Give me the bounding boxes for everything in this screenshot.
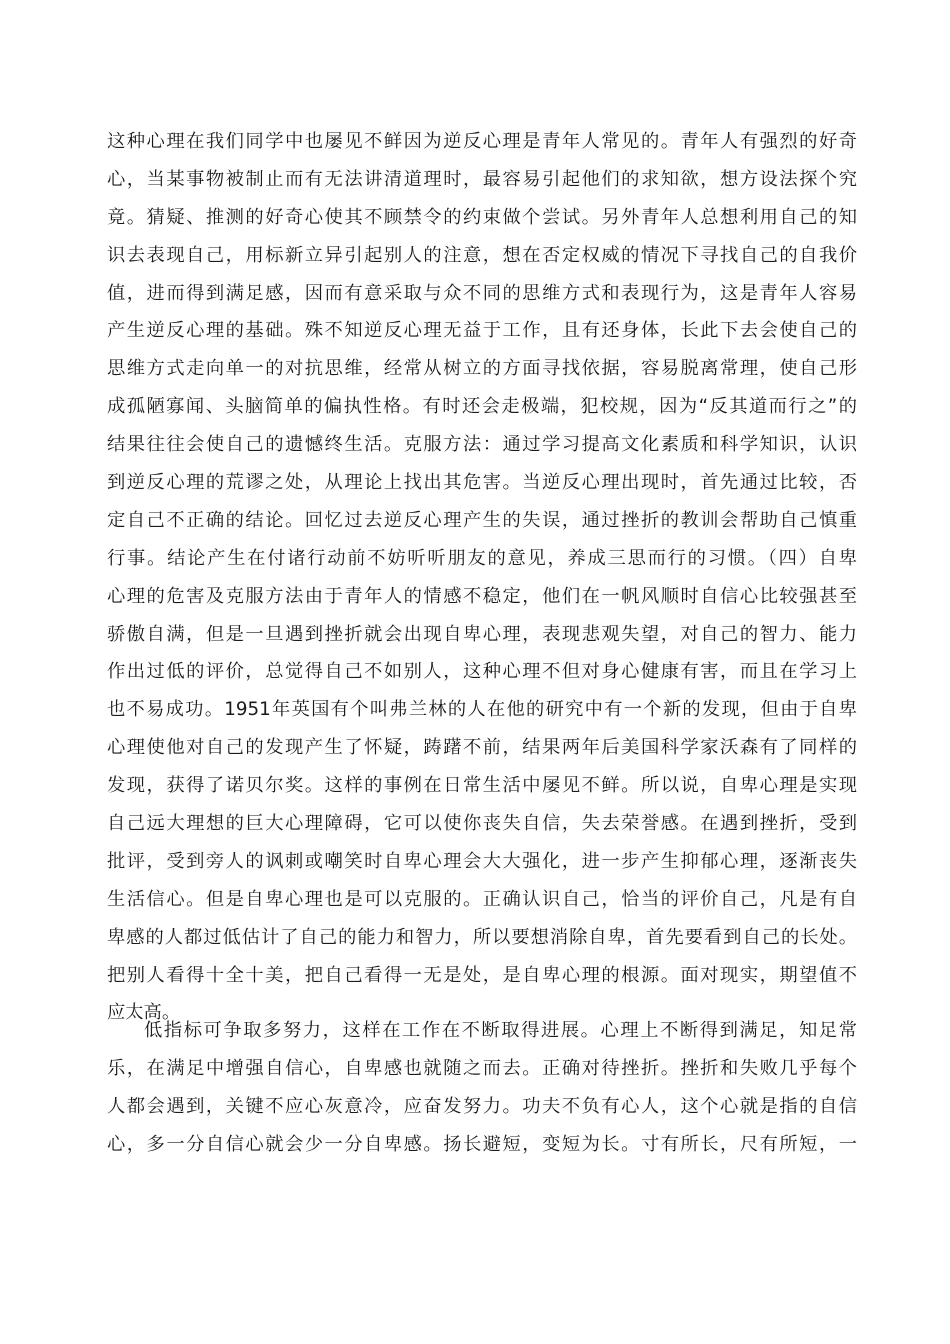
- paragraph-1-line: 竟。猜疑、推测的好奇心使其不顾禁令的约束做个尝试。另外青年人总想利用自己的知: [107, 206, 857, 228]
- paragraph-2-line: 乐，在满足中增强自信心，自卑感也就随之而去。正确对待挫折。挫折和失败几乎每个: [107, 1057, 857, 1079]
- paragraph-1-line: 作出过低的评价，总觉得自己不如别人，这种心理不但对身心健康有害，而且在学习上: [107, 661, 857, 683]
- paragraph-1-line: 生活信心。但是自卑心理也是可以克服的。正确认识自己，恰当的评价自己，凡是有自: [107, 888, 857, 910]
- paragraph-1-line: 思维方式走向单一的对抗思维，经常从树立的方面寻找依据，容易脱离常理，使自己形: [107, 358, 857, 380]
- paragraph-1-line: 产生逆反心理的基础。殊不知逆反心理无益于工作，且有还身体，长此下去会使自己的: [107, 320, 857, 342]
- paragraph-1-line: 应太高。: [107, 1002, 181, 1024]
- paragraph-1-line: 发现，获得了诺贝尔奖。这样的事例在日常生活中屡见不鲜。所以说，自卑心理是实现: [107, 775, 857, 797]
- paragraph-1-line: 心，当某事物被制止而有无法讲清道理时，最容易引起他们的求知欲，想方设法探个究: [107, 168, 857, 190]
- paragraph-1-line: 自己远大理想的巨大心理障碍，它可以使你丧失自信，失去荣誉感。在遇到挫折，受到: [107, 813, 857, 835]
- paragraph-1-line: 批评，受到旁人的讽刺或嘲笑时自卑心理会大大强化，进一步产生抑郁心理，逐渐丧失: [107, 850, 857, 872]
- paragraph-2-line: 低指标可争取多努力，这样在工作在不断取得进展。心理上不断得到满足，知足常: [144, 1020, 857, 1041]
- paragraph-1-line: 卑感的人都过低估计了自己的能力和智力，所以要想消除自卑，首先要看到自己的长处。: [107, 926, 857, 948]
- paragraph-2: [107, 1012, 857, 1164]
- paragraph-1-line: 心理的危害及克服方法由于青年人的情感不稳定，他们在一帆风顺时自信心比较强甚至: [107, 585, 857, 607]
- paragraph-1-line: 定自己不正确的结论。回忆过去逆反心理产生的失误，通过挫折的教训会帮助自己慎重: [107, 509, 857, 531]
- paragraph-1-line: 这种心理在我们同学中也屡见不鲜因为逆反心理是青年人常见的。青年人有强烈的好奇: [107, 131, 857, 152]
- paragraph-1-line: 识去表现自己，用标新立异引起别人的注意，想在否定权威的情况下寻找自己的自我价: [107, 244, 857, 266]
- paragraph-2-line: 人都会遇到，关键不应心灰意冷，应奋发努力。功夫不负有心人，这个心就是指的自信: [107, 1095, 857, 1117]
- paragraph-1-line: 值，进而得到满足感，因而有意采取与众不同的思维方式和表现行为，这是青年人容易: [107, 282, 857, 304]
- paragraph-1-line: 心理使他对自己的发现产生了怀疑，踌躇不前，结果两年后美国科学家沃森有了同样的: [107, 737, 857, 759]
- paragraph-1-line: 结果往往会使自己的遗憾终生活。克服方法：通过学习提高文化素质和科学知识，认识: [107, 434, 857, 456]
- paragraph-1-line: 也不易成功。1951年英国有个叫弗兰林的人在他的研究中有一个新的发现，但由于自卑: [107, 699, 857, 721]
- paragraph-1-line: 成孤陋寡闻、头脑简单的偏执性格。有时还会走极端，犯校规，因为“反其道而行之”的: [107, 396, 857, 418]
- paragraph-1-line: 骄傲自满，但是一旦遇到挫折就会出现自卑心理，表现悲观失望，对自己的智力、能力: [107, 623, 857, 645]
- paragraph-1-line: 到逆反心理的荒谬之处，从理论上找出其危害。当逆反心理出现时，首先通过比较，否: [107, 472, 857, 494]
- paragraph-1: [107, 123, 857, 1032]
- paragraph-1-line: 把别人看得十全十美，把自己看得一无是处，是自卑心理的根源。面对现实，期望值不: [107, 964, 857, 986]
- paragraph-2-line: 心，多一分自信心就会少一分自卑感。扬长避短，变短为长。寸有所长，尺有所短，一: [107, 1133, 857, 1155]
- paragraph-1-line: 行事。结论产生在付诸行动前不妨听听朋友的意见，养成三思而行的习惯。（四）自卑: [107, 547, 857, 569]
